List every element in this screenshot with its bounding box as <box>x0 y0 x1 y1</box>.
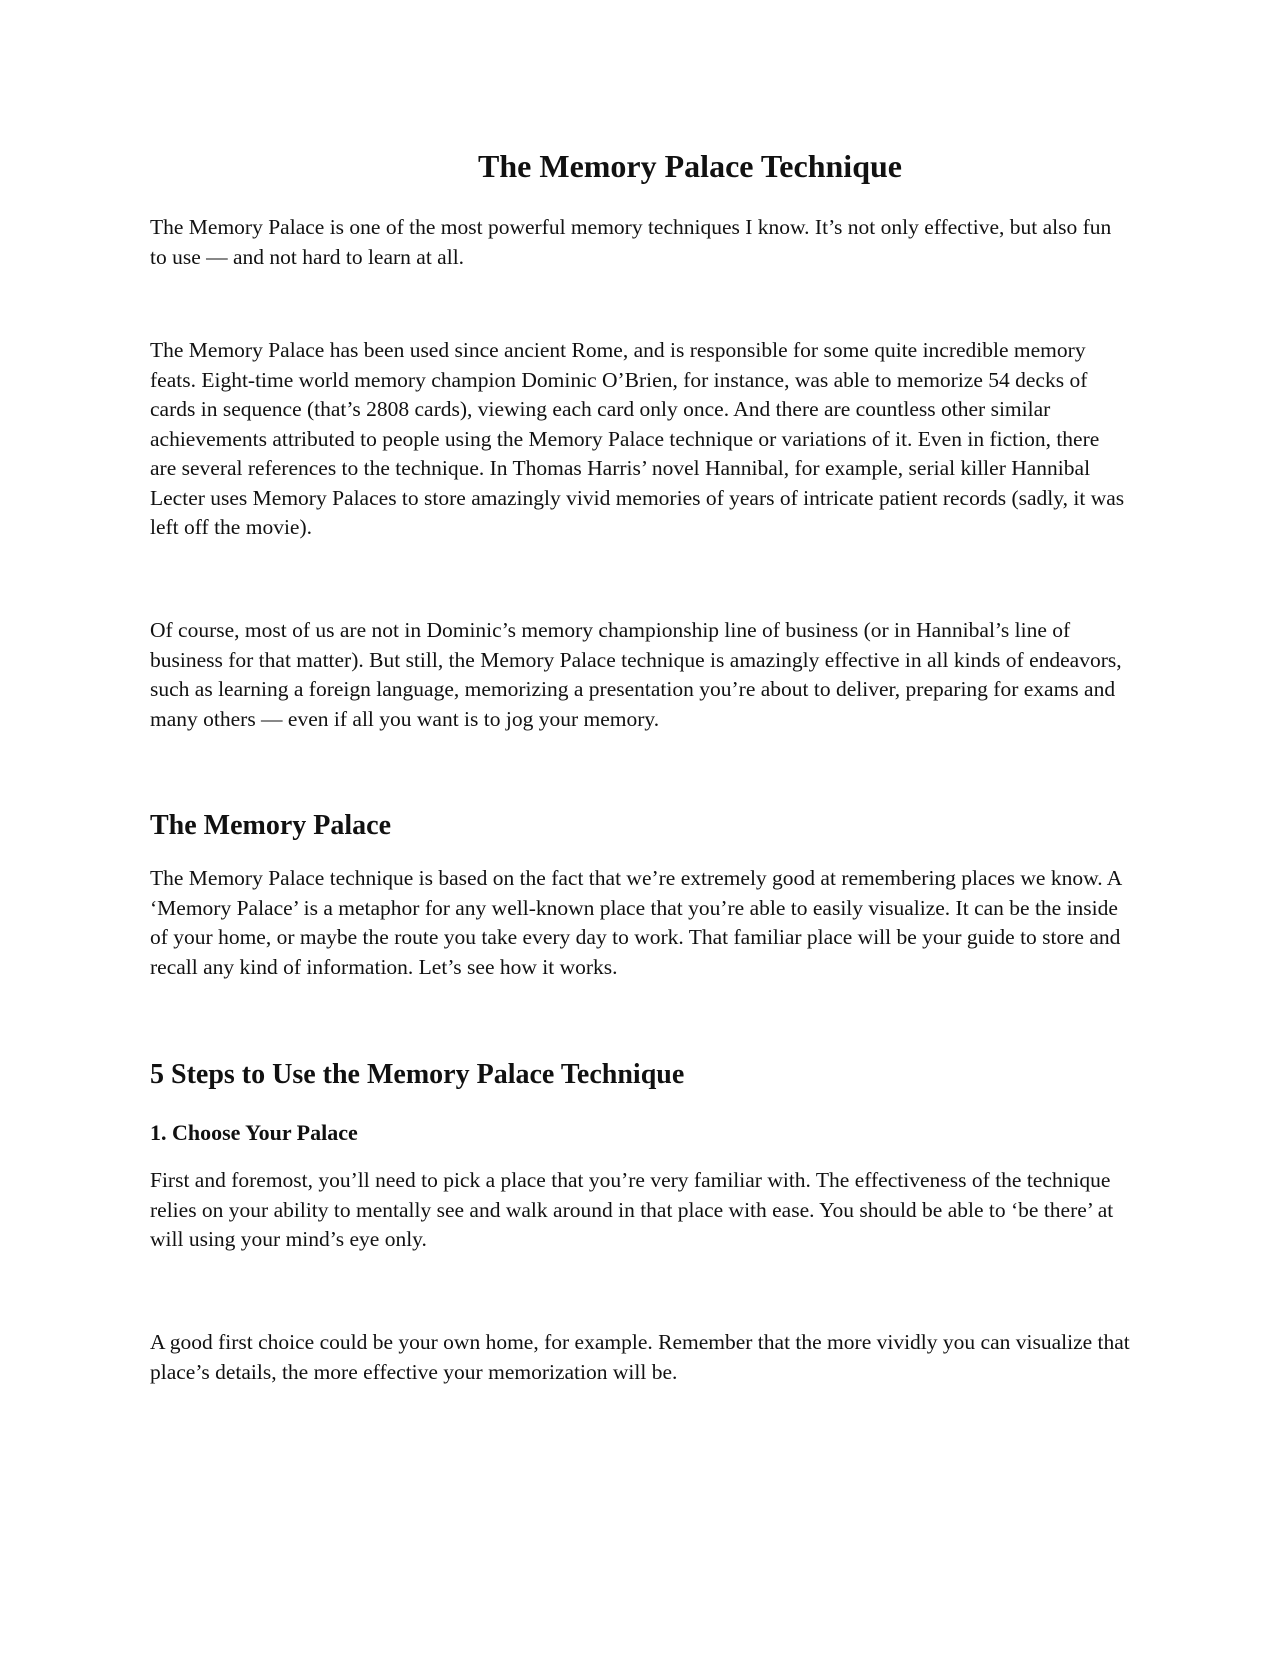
intro-paragraph-2: The Memory Palace has been used since ancient Rome, and is responsible for some quite incredible memory feats. Eight-time world memory champion Dominic O’Brien, for instance, was able to memorize 54 decks of cards in sequence (that’s 2808 cards), viewing each card only once. And there are countless other similar achievements attributed to people using the Memory Palace technique or variations of it. Even in fiction, there are several references to the technique. In Thomas Harris’ novel Hannibal, for example, serial killer Hannibal Lecter uses Memory Palaces to store amazingly vivid memories of years of intricate patient records (sadly, it was left off the movie). <box>150 338 1125 539</box>
choose-palace-paragraph-1: First and foremost, you’ll need to pick a place that you’re very familiar with. The effectiveness of the technique relies on your ability to mentally see and walk around in that place with ease. You should be able to ‘be there’ at will using your mind’s eye only. <box>150 1168 1114 1251</box>
choose-palace-paragraph-2: A good first choice could be your own home, for example. Remember that the more vividly you can visualize that place’s details, the more effective your memorization will be. <box>150 1330 1130 1384</box>
step-heading-choose-palace: 1. Choose Your Palace <box>150 1120 358 1145</box>
section-heading-five-steps: 5 Steps to Use the Memory Palace Technique <box>150 1059 685 1090</box>
section-heading-memory-palace: The Memory Palace <box>150 810 392 841</box>
document-title: The Memory Palace Technique <box>478 148 902 184</box>
intro-paragraph-3: Of course, most of us are not in Dominic’s memory championship line of business (or in Hannibal’s line of business for that matter). But still, the Memory Palace technique is amazingly effective in all kinds of endeavors, such as learning a foreign language, memorizing a presentation you’re about to deliver, preparing for exams and many others — even if all you want is to jog your memory. <box>150 618 1122 731</box>
memory-palace-paragraph: The Memory Palace technique is based on the fact that we’re extremely good at remembering places we know. A ‘Memory Palace’ is a metaphor for any well-known place that you’re able to easily visualize. It can be the inside of your home, or maybe the route you take every day to work. That familiar place will be your guide to store and recall any kind of information. Let’s see how it works. <box>150 866 1122 979</box>
intro-paragraph-1: The Memory Palace is one of the most powerful memory techniques I know. It’s not only effective, but also fun to use — and not hard to learn at all. <box>150 215 1112 269</box>
